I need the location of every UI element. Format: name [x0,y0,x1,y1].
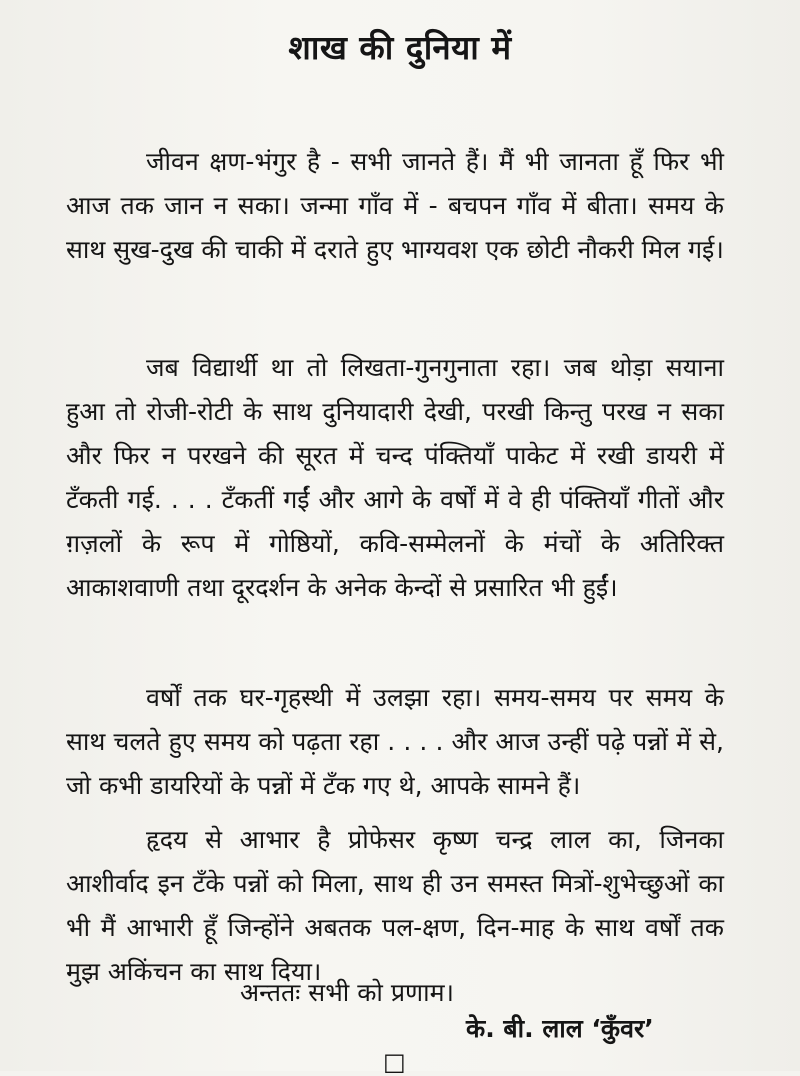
author-signature: के. बी. लाल ‘कुँवर’ [466,1014,654,1043]
paragraph-4: हृदय से आभार है प्रोफेसर कृष्ण चन्द्र लाल का, जिनका आशीर्वाद इन टँके पन्नों को मिला, साथ ही उन समस्त मित्रों-शुभेच्छुओं का भी मैं आभारी हूँ जिन्होंने अबतक पल-क्षण, दिन-माह के साथ वर्षों तक मुझ अकिंचन का साथ दिया। [66,825,724,986]
paragraph-1: जीवन क्षण-भंगुर है - सभी जानते हैं। मैं भी जानता हूँ फिर भी आज तक जान न सका। जन्मा गाँव में - बचपन गाँव में बीता। समय के साथ सुख-दुख की चाकी में दराते हुए भाग्यवश एक छोटी नौकरी मिल गई। [66,147,724,264]
page-number: □ [383,1048,406,1076]
closing-line: अन्ततः सभी को प्रणाम। [240,978,455,1007]
page-title: शाख की दुनिया में [288,28,512,67]
paragraph-2: जब विद्यार्थी था तो लिखता-गुनगुनाता रहा। जब थोड़ा सयाना हुआ तो रोजी-रोटी के साथ दुनियादारी देखी, परखी किन्तु परख न सका और फिर न परखने की सूरत में चन्द पंक्तियाँ पाकेट में रखी डायरी में टँकती गई. . . . टँकतीं गईं और आगे के वर्षों में वे ही पंक्तियाँ गीतों और ग़ज़लों के रूप में गोष्ठियों, कवि-सम्मेलनों के मंचों के अतिरिक्त आकाशवाणी तथा दूरदर्शन के अनेक केन्दों से प्रसारित भी हुईं। [66,353,724,602]
paragraph-3: वर्षों तक घर-गृहस्थी में उलझा रहा। समय-समय पर समय के साथ चलते हुए समय को पढ़ता रहा . . . . और आज उन्हीं पढ़े पन्नों में से, जो कभी डायरियों के पन्नों में टँक गए थे, आपके सामने हैं। [66,683,724,800]
